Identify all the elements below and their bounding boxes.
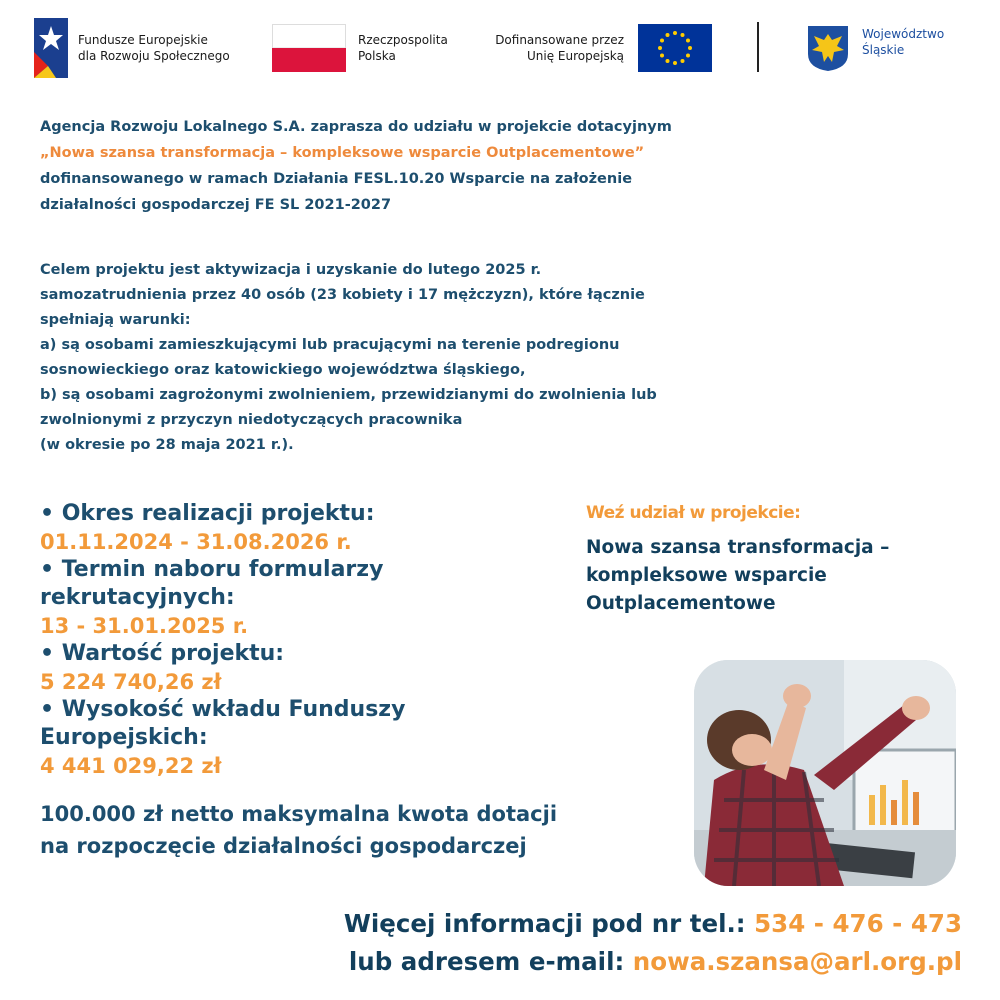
slaskie-logo bbox=[806, 24, 966, 72]
promo-title bbox=[586, 534, 966, 618]
contact-block bbox=[322, 905, 962, 981]
promo-title-line-3: Outplacementowe bbox=[586, 593, 776, 614]
eu-star bbox=[688, 46, 692, 50]
intro-line-3: dofinansowanego w ramach Działania FESL.10.20 Wsparcie na założenie bbox=[40, 171, 633, 187]
intro-paragraph bbox=[40, 114, 840, 218]
project-name-quote: „Nowa szansa transformacja – kompleksowe wsparcie Outplacementowe” bbox=[40, 145, 645, 161]
eu-contribution-label-2: Europejskich: bbox=[40, 725, 208, 750]
phone-number-link[interactable]: 534 - 476 - 473 bbox=[754, 909, 962, 938]
value-label: • Wartość projektu: bbox=[40, 641, 285, 666]
project-details bbox=[40, 500, 480, 780]
goal-line: samozatrudnienia przez 40 osób (23 kobiety i 17 mężczyzn), które łącznie bbox=[40, 287, 645, 303]
poland-flag-icon bbox=[272, 24, 346, 72]
rp-line2: Polska bbox=[358, 49, 396, 63]
fe-logo-line1: Fundusze Europejskie bbox=[78, 33, 208, 47]
eu-star bbox=[658, 46, 662, 50]
phone-prefix: Więcej informacji pod nr tel.: bbox=[343, 909, 755, 938]
eu-star bbox=[673, 61, 677, 65]
period-value: 01.11.2024 - 31.08.2026 r. bbox=[40, 530, 352, 554]
goal-line: Celem projektu jest aktywizacja i uzyskanie do lutego 2025 r. bbox=[40, 262, 542, 278]
logo-divider bbox=[757, 22, 759, 72]
eu-logo bbox=[482, 24, 712, 72]
promo-heading: Weź udział w projekcie: bbox=[586, 503, 801, 523]
promo-title-line-2: kompleksowe wsparcie bbox=[586, 565, 827, 586]
goal-line: a) są osobami zamieszkującymi lub pracującymi na terenie podregionu bbox=[40, 337, 620, 353]
goal-line: b) są osobami zagrożonymi zwolnieniem, przewidzianymi do zwolnienia lub bbox=[40, 387, 657, 403]
slaskie-line2: Śląskie bbox=[862, 43, 905, 57]
eu-line2: Unię Europejską bbox=[526, 49, 624, 63]
grant-note-line-2: na rozpoczęcie działalności gospodarczej bbox=[40, 834, 527, 858]
eu-flag-icon bbox=[638, 24, 712, 72]
email-link[interactable]: nowa.szansa@arl.org.pl bbox=[632, 947, 962, 976]
email-prefix: lub adresem e-mail: bbox=[348, 947, 633, 976]
email-line bbox=[322, 943, 962, 981]
eu-star bbox=[673, 31, 677, 35]
grant-note-line-1: 100.000 zł netto maksymalna kwota dotacji bbox=[40, 802, 558, 826]
rp-line1: Rzeczpospolita bbox=[358, 33, 448, 47]
eu-star bbox=[660, 54, 664, 58]
eu-star bbox=[686, 39, 690, 43]
recruit-label-2: rekrutacyjnych: bbox=[40, 585, 235, 610]
eu-line1: Dofinansowane przez bbox=[495, 33, 624, 47]
promo-title-line-1: Nowa szansa transformacja – bbox=[586, 537, 890, 558]
fe-logo bbox=[34, 18, 254, 78]
recruit-label-1: • Termin naboru formularzy bbox=[40, 557, 384, 582]
recruit-value: 13 - 31.01.2025 r. bbox=[40, 614, 249, 638]
eu-star bbox=[686, 54, 690, 58]
period-label: • Okres realizacji projektu: bbox=[40, 501, 375, 526]
phone-line bbox=[322, 905, 962, 943]
eu-star bbox=[660, 39, 664, 43]
fe-logo-line2: dla Rozwoju Społecznego bbox=[78, 49, 230, 63]
celebrating-woman-photo bbox=[694, 660, 956, 886]
eu-star bbox=[666, 33, 670, 37]
goal-line: (w okresie po 28 maja 2021 r.). bbox=[40, 437, 294, 453]
fe-logo-icon bbox=[34, 18, 68, 78]
eu-star bbox=[666, 59, 670, 63]
value-value: 5 224 740,26 zł bbox=[40, 670, 222, 694]
goal-paragraph bbox=[40, 258, 840, 458]
office-scene-illustration bbox=[694, 660, 956, 886]
eu-contribution-value: 4 441 029,22 zł bbox=[40, 754, 222, 778]
intro-line-1: Agencja Rozwoju Lokalnego S.A. zaprasza do udziału w projekcie dotacyjnym bbox=[40, 119, 672, 135]
goal-line: zwolnionymi z przyczyn niedotyczących pracownika bbox=[40, 412, 463, 428]
goal-line: sosnowieckiego oraz katowickiego województwa śląskiego, bbox=[40, 362, 526, 378]
intro-line-4: działalności gospodarczej FE SL 2021-2027 bbox=[40, 197, 392, 213]
goal-line: spełniają warunki: bbox=[40, 312, 191, 328]
eu-star bbox=[681, 59, 685, 63]
eu-star bbox=[681, 33, 685, 37]
rp-logo bbox=[272, 24, 472, 72]
eagle-crest-icon bbox=[806, 24, 850, 72]
eu-contribution-label-1: • Wysokość wkładu Funduszy bbox=[40, 697, 406, 722]
grant-note bbox=[40, 798, 660, 862]
slaskie-line1: Województwo bbox=[862, 27, 945, 41]
